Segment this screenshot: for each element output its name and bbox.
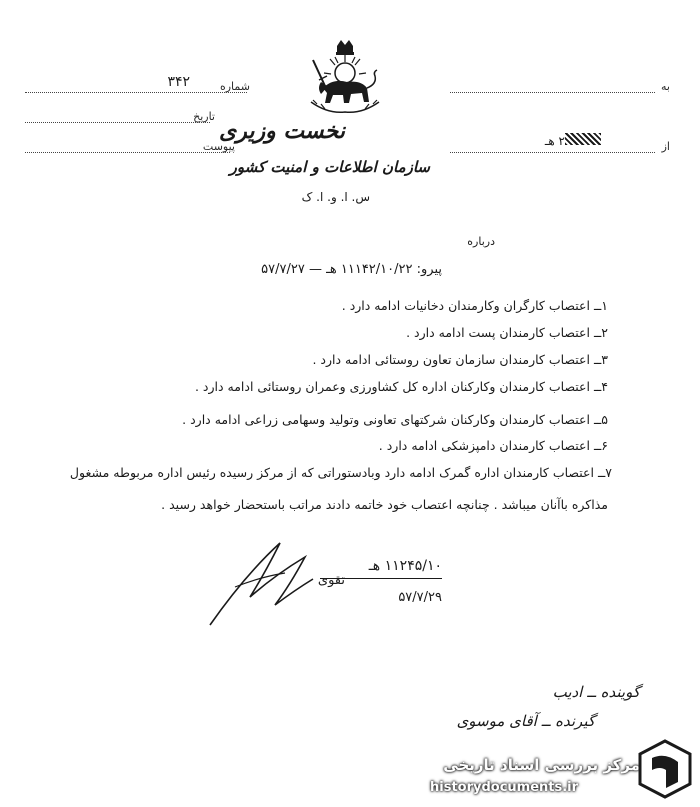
date-field-line [25, 122, 210, 123]
attachment-field-line [25, 152, 230, 153]
from-value: ۲ هـ [544, 134, 565, 148]
from-label: از [661, 140, 670, 153]
watermark-text-fa: مرکز بررسی اسناد تاریخی [443, 756, 640, 774]
office-title: نخست وزیری [219, 118, 345, 144]
handwritten-signature [205, 535, 315, 630]
footer-ref-name: تقوی [317, 573, 345, 588]
subject-reference: پیرو: ۱۱۱۴۲/۱۰/۲۲ هـ — ۵۷/۷/۲۷ [261, 262, 442, 277]
watermark-logo-icon [636, 738, 694, 800]
number-field-line [25, 92, 247, 93]
list-item: مذاکره باآنان میباشد . چنانچه اعتصاب خود خاتمه دادند مراتب باستحضار خواهد رسید . [161, 497, 608, 512]
office-subtitle: سازمان اطلاعات و امنیت کشور [229, 158, 430, 176]
list-item: ۳ــ اعتصاب کارمندان سازمان تعاون روستائی ادامه دارد . [312, 352, 608, 367]
list-item: ۷ــ اعتصاب کارمندان اداره گمرک ادامه دارد وبادستوراتی که از مرکز رسیده رئیس اداره مربوطه مشغول [69, 465, 612, 480]
subject-label: درباره [467, 235, 495, 248]
list-item: ۱ــ اعتصاب کارگران وکارمندان دخانیات ادامه دارد . [341, 298, 608, 313]
from-field-line [450, 152, 655, 153]
to-value: ۳۴۲ [167, 74, 190, 90]
office-code: س. ا. و. ا. ک [301, 190, 370, 204]
lion-and-sun-emblem-icon [303, 40, 388, 118]
to-field-line [450, 92, 655, 93]
number-label: شماره [219, 80, 250, 93]
footer-ref-date: ۵۷/۷/۲۹ [398, 590, 442, 605]
to-label: به [661, 80, 670, 93]
list-item: ۶ــ اعتصاب کارمندان دامپزشکی ادامه دارد . [378, 438, 608, 453]
attachment-label: پیوست [202, 140, 235, 153]
date-label: تاریخ [193, 110, 215, 123]
list-item: ۵ــ اعتصاب کارمندان وکارکنان شرکتهای تعاونی وتولید وسهامی زراعی ادامه دارد . [182, 412, 608, 427]
note-sender: گوینده ــ ادیب [552, 683, 640, 701]
footer-ref-number: ۱۱۲۴۵/۱۰ هـ [368, 558, 442, 574]
redacted-block [565, 133, 601, 145]
watermark-text-en: historydocuments.ir [430, 780, 579, 795]
list-item: ۲ــ اعتصاب کارمندان پست ادامه دارد . [406, 325, 608, 340]
list-item: ۴ــ اعتصاب کارمندان وکارکنان اداره کل کشاورزی وعمران روستائی ادامه دارد . [194, 379, 608, 394]
note-recipient: گیرنده ــ آقای موسوی [456, 712, 595, 730]
